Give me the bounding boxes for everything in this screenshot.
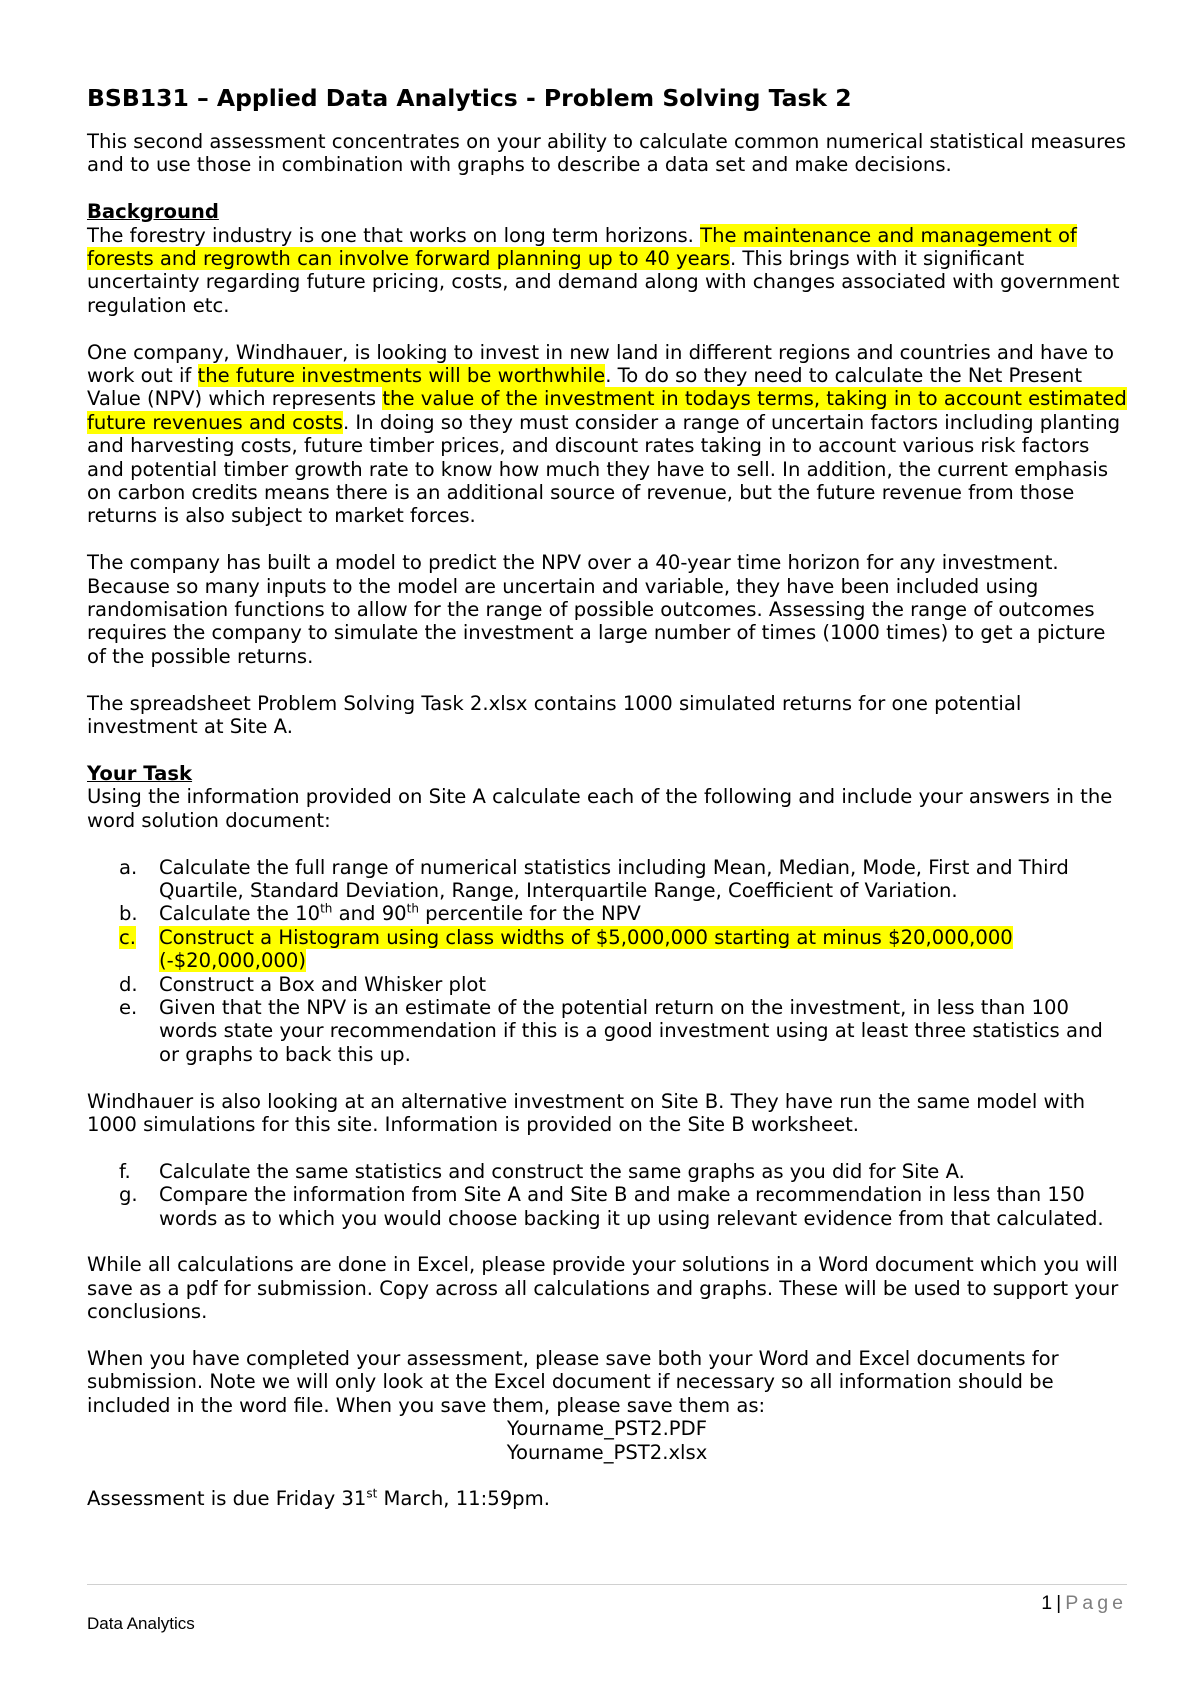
submission-paragraph-2: When you have completed your assessment, please save both your Word and Excel documents for submission. Note we will only look at the Excel document if necessary so all information should be included in the word file. When you save them, please save them as: Yourname_PST2.PDF Yourname_PST2.xlsx xyxy=(87,1347,1127,1464)
background-paragraph-3: The company has built a model to predict the NPV over a 40-year time horizon for any investment. Because so many inputs to the model are uncertain and variable, they have been included using randomisation functions to allow for the range of possible outcomes. Assessing the range of outcomes requires the company to simulate the investment a large number of times (1000 times) to get a picture of the possible returns. xyxy=(87,551,1106,668)
file-name-xlsx: Yourname_PST2.xlsx xyxy=(506,1440,708,1464)
submission-paragraph-1: While all calculations are done in Excel, please provide your solutions in a Word document which you will save as a pdf for submission. Copy across all calculations and graphs. These will be used to support your conclusions. xyxy=(87,1253,1119,1324)
background-paragraph-4: The spreadsheet Problem Solving Task 2.xlsx contains 1000 simulated returns for one potential investment at Site A. xyxy=(87,691,1022,739)
site-b-paragraph: Windhauer is also looking at an alternative investment on Site B. They have run the same model with 1000 simulations for this site. Information is provided on the Site B worksheet. xyxy=(87,1089,1086,1136)
task-item-f: f. Calculate the same statistics and construct the same graphs as you did for Site A. xyxy=(119,1159,965,1183)
task-list-site-a xyxy=(87,856,1127,1067)
highlighted-text: Construct a Histogram using class widths of $5,000,000 starting at minus $20,000,000 (-$20,000,000) xyxy=(159,925,1013,973)
task-item-d: d. Construct a Box and Whisker plot xyxy=(119,972,487,996)
footer-divider xyxy=(87,1584,1127,1585)
file-name-pdf: Yourname_PST2.PDF xyxy=(507,1417,707,1441)
task-item-c: c. Construct a Histogram using class widths of $5,000,000 starting at minus $20,000,000 (-$20,000,000) xyxy=(119,925,1013,973)
task-list-site-b xyxy=(87,1160,1127,1230)
due-date-paragraph: Assessment is due Friday 31st March, 11:59pm. xyxy=(87,1486,550,1511)
background-paragraph-1: Background The forestry industry is one that works on long term horizons. The maintenance and management of forests and regrowth can involve forward planning up to 40 years. This brings with it significant uncertainty regarding future pricing, costs, and demand along with changes associated with government regulation etc. xyxy=(87,200,1120,317)
highlighted-text: the value of the investment in todays terms, taking in to account estimated future revenues and costs xyxy=(87,387,1127,434)
task-item-b: b. Calculate the 10th and 90th percentile for the NPV xyxy=(119,901,641,926)
document-body xyxy=(87,84,1127,1534)
task-heading: Your Task xyxy=(87,761,193,785)
background-heading: Background xyxy=(87,200,219,224)
highlighted-text: the future investments will be worthwhile xyxy=(197,364,606,388)
task-intro-paragraph: Your Task Using the information provided on Site A calculate each of the following and include your answers in the word solution document: xyxy=(87,761,1113,832)
task-item-a: a. Calculate the full range of numerical statistics including Mean, Median, Mode, First and Third Quartile, Standard Deviation, Range, Interquartile Range, Coefficient of Variation. xyxy=(119,855,1069,902)
task-item-e: e. Given that the NPV is an estimate of the potential return on the investment, in less than 100 words state your recommendation if this is a good investment using at least three statistics and or graphs to back this up. xyxy=(119,995,1103,1066)
intro-paragraph: This second assessment concentrates on your ability to calculate common numerical statistical measures and to use those in combination with graphs to describe a data set and make decisions. xyxy=(87,130,1126,177)
footer-text: Data Analytics xyxy=(87,1614,195,1633)
page-label: Page xyxy=(1065,1592,1127,1614)
highlighted-text: The maintenance and management of forests and regrowth can involve forward planning up to 40 years xyxy=(87,223,1077,271)
page-number: 1 | Page xyxy=(1041,1592,1127,1614)
task-item-g: g. Compare the information from Site A and Site B and make a recommendation in less than 150 words as to which you would choose backing it up using relevant evidence from that calculated. xyxy=(119,1183,1104,1230)
background-paragraph-2: One company, Windhauer, is looking to invest in new land in different regions and countries and have to work out if the future investments will be worthwhile. To do so they need to calculate the Net Present Value (NPV) which represents the value of the investment in todays terms, taking in to account estimated future revenues and costs. In doing so they must consider a range of uncertain factors including planting and harvesting costs, future timber prices, and discount rates taking in to account various risk factors and potential timber growth rate to know how much they have to sell. In addition, the current emphasis on carbon credits means there is an additional source of revenue, but the future revenue from those returns is also subject to market forces. xyxy=(87,340,1127,528)
document-title: BSB131 – Applied Data Analytics - Problem Solving Task 2 xyxy=(87,84,852,112)
